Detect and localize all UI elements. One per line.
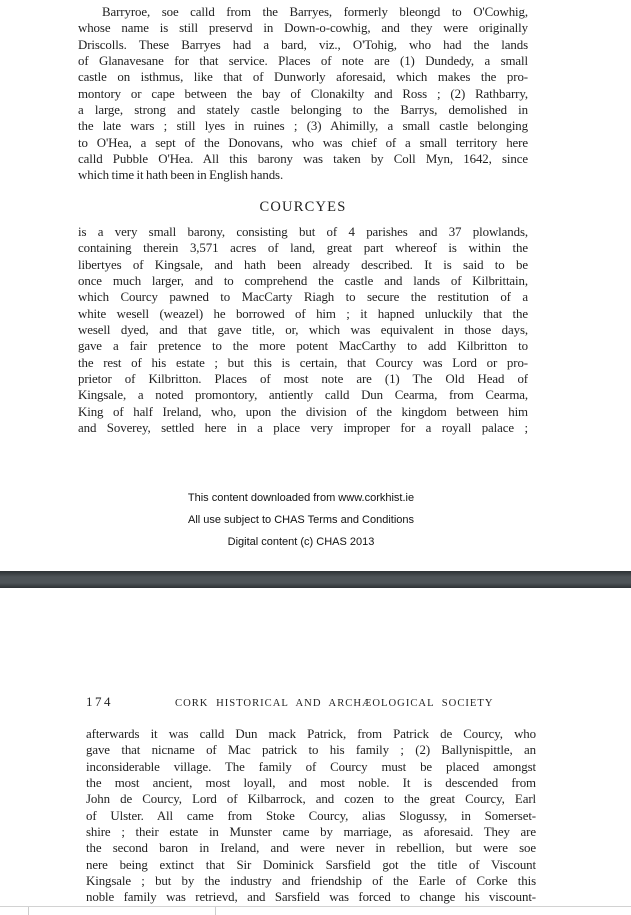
text-line: King of half Ireland, who, upon the division of the kingdom between him	[78, 404, 528, 419]
text-line: noble family was retrievd, and Sarsfield was forced to change his viscount-	[86, 890, 536, 905]
text-line: John de Courcy, Lord of Kilbarrock, and cozen to the great Courcy, Earl	[86, 792, 536, 807]
text-line: of Glanavesane for that service. Places of note are (1) Dundedy, a small	[78, 54, 528, 69]
text-line: once much larger, and to comprehend the castle and lands of Kilbrittain,	[78, 274, 528, 289]
text-line: gave a fair pretence to the more potent MacCarthy to add Kilbritton to	[78, 339, 528, 354]
text-line: prietor of Kilbritton. Places of most note are (1) The Old Head of	[78, 372, 528, 387]
page-number: 174	[86, 694, 113, 709]
terms-line: All use subject to CHAS Terms and Conditions	[187, 514, 414, 526]
text-line: is a very small barony, consisting but of 4 parishes and 37 plowlands,	[78, 225, 528, 239]
running-header	[86, 694, 536, 710]
text-line: Driscolls. These Barryes had a bard, viz., O'Tohig, who had the lands	[78, 37, 528, 52]
text-line: white wesell (weazel) he borrowed of him ; it hapned unluckily that the	[78, 306, 528, 321]
text-line: nere being extinct that Sir Dominick Sarsfield got the title of Viscount	[86, 857, 536, 872]
bottom-edge-tick	[28, 907, 29, 915]
text-line: afterwards it was calld Dun mack Patrick, from Patrick de Courcy, who	[86, 727, 536, 741]
paragraph-courcyes	[78, 224, 528, 436]
text-line: of Ulster. All came from Stoke Courcy, alias Slogussy, in Somerset-	[86, 808, 536, 823]
text-line: the rest of his estate ; but this is certain, that Courcy was Lord or pro-	[78, 355, 528, 370]
paragraph-continuation	[86, 726, 536, 906]
text-line: to O'Hea, a sept of the Donovans, who was chief of a small territory here	[78, 135, 528, 150]
paragraph-barryroe	[78, 4, 528, 184]
text-line: montory or cape between the bay of Clonakilty and Ross ; (2) Rathbarry,	[78, 86, 528, 101]
copyright-line: Digital content (c) CHAS 2013	[227, 536, 375, 548]
section-heading-courcyes: COURCYES	[259, 199, 347, 215]
text-line: and Soverey, settled here in a place very improper for a royall palace ;	[78, 421, 528, 436]
text-line: which Courcy pawned to MacCarty Riagh to secure the restitution of a	[78, 290, 528, 305]
bottom-page-edge	[0, 906, 631, 907]
text-line: a large, strong and stately castle belonging to the Barrys, demolished in	[78, 103, 528, 118]
text-line: the most ancient, most loyall, and most noble. It is descended from	[86, 776, 536, 791]
download-source-line: This content downloaded from www.corkhist.ie	[187, 492, 415, 504]
text-line: Kingsale, a noted promontory, antiently calld Dun Cearma, from Cearma,	[78, 388, 528, 403]
page-divider-bar	[0, 571, 631, 588]
text-line: calld Pubble O'Hea. All this barony was taken by Coll Myn, 1642, since	[78, 152, 528, 167]
text-line: the second baron in Ireland, and were never in rebellion, but were soe	[86, 841, 536, 856]
text-line: Kingsale ; but by the industry and friendship of the Earle of Corke this	[86, 874, 536, 889]
text-line: shire ; their estate in Munster came by marriage, as aforesaid. They are	[86, 825, 536, 840]
text-line: which time it hath been in English hands.	[78, 168, 284, 183]
bottom-edge-tick	[215, 907, 216, 915]
text-line: containing therein 3,571 acres of land, great part whereof is within the	[78, 241, 528, 256]
text-line: whose name is still preservd in Down-o-cowhig, and they were originally	[78, 21, 528, 36]
journal-title: CORK HISTORICAL AND ARCHÆOLOGICAL SOCIETY	[175, 698, 494, 709]
text-line: castle on isthmus, like that of Dunworly aforesaid, which makes the pro-	[78, 70, 528, 85]
text-line: the late wars ; still lyes in ruines ; (3) Ahimilly, a small castle belonging	[78, 119, 528, 134]
text-line: libertyes of Kingsale, and hath been already described. It is said to be	[78, 257, 528, 272]
text-line: Barryroe, soe calld from the Barryes, formerly bleongd to O'Cowhig,	[102, 5, 528, 19]
digitization-notice	[0, 487, 602, 553]
text-line: gave that nicname of Mac patrick to his family ; (2) Ballynispittle, an	[86, 743, 536, 758]
text-line: inconsiderable village. The family of Courcy must be placed amongst	[86, 759, 536, 774]
text-line: wesell dyed, and that gave title, or, which was equivalent in those days,	[78, 323, 528, 338]
